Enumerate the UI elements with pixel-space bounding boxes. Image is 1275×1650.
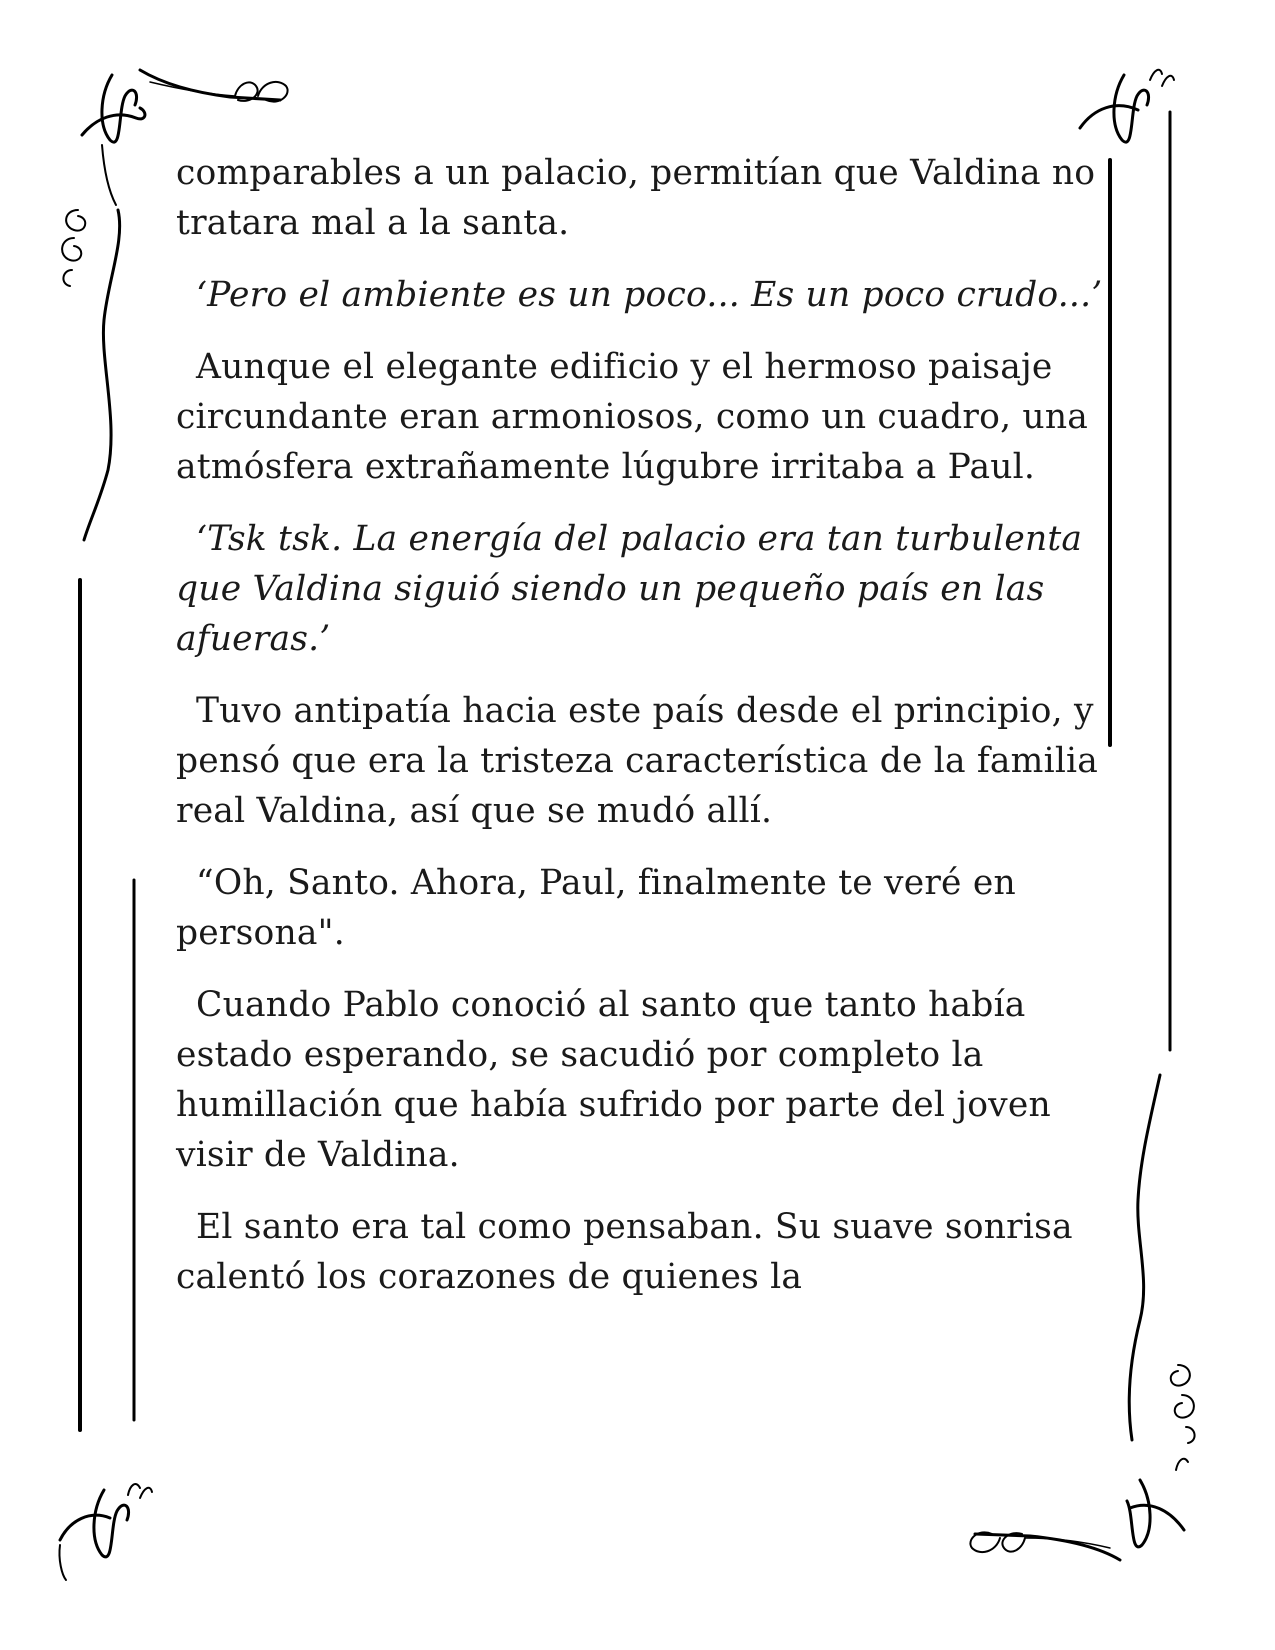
paragraph-4: ‘Tsk tsk. La energía del palacio era tan turbulenta que Valdina siguió siendo un pequeño país en las afueras.’ — [176, 519, 1083, 659]
paragraph-1: comparables a un palacio, permitían que Valdina no tratara mal a la santa. — [176, 153, 1096, 243]
paragraph-5: Tuvo antipatía hacia este país desde el principio, y pensó que era la tristeza característica de la familia real Valdina, así que se mudó allí. — [176, 691, 1099, 831]
body-text — [176, 148, 1116, 1324]
bottom-left-flourish — [59, 1484, 152, 1580]
paragraph-2: ‘Pero el ambiente es un poco... Es un poco crudo...’ — [196, 275, 1103, 315]
paragraph-7: Cuando Pablo conoció al santo que tanto había estado esperando, se sacudió por completo la humillación que había sufrido por parte del joven visir de Valdina. — [176, 985, 1051, 1175]
paragraph-3: Aunque el elegante edificio y el hermoso paisaje circundante eran armoniosos, como un cuadro, una atmósfera extrañamente lúgubre irritaba a Paul. — [176, 347, 1089, 487]
paragraph-6: “Oh, Santo. Ahora, Paul, finalmente te veré en persona". — [176, 863, 1016, 953]
paragraph-8: El santo era tal como pensaban. Su suave sonrisa calentó los corazones de quienes la — [176, 1207, 1073, 1297]
